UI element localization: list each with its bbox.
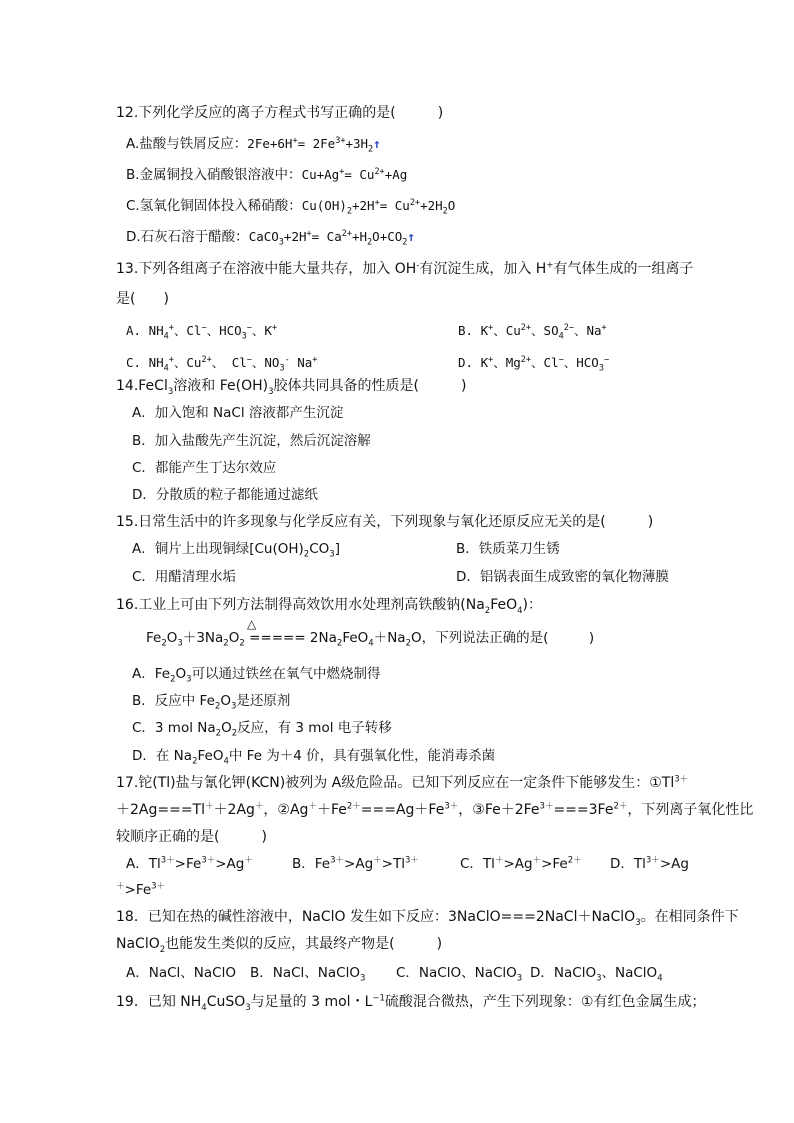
q17-option-b: B．$Fe^{3+}>Ag^+>Tl^{3+}$ bbox=[292, 855, 419, 872]
q15-option-c: C．用醋清理水垢 bbox=[132, 569, 236, 585]
q18-option-c: C．NaClO、NaClO$_3$ bbox=[396, 965, 523, 984]
q13-option-d: D. K+、$Mg^{2+}$、Cl−、$HCO_3^-$ bbox=[458, 354, 610, 374]
q17-stem-line1: 17.铊(Tl)盐与氰化钾(KCN)被列为 A级危险品。已知下列反应在一定条件下能够发生：$①Tl^{3+}$ bbox=[116, 774, 689, 791]
q18-stem-line2: NaClO$_2$也能发生类似的反应，其最终产物是( ) bbox=[116, 936, 443, 955]
q14-option-d: D．分散质的粒子都能通过滤纸 bbox=[132, 487, 318, 503]
q13-stem: 13.下列各组离子在溶液中能大量共存，加入 OH-有沉淀生成，加入 H+有气体生成的一组离子 bbox=[116, 260, 694, 277]
q15-stem: 15.日常生活中的许多现象与化学反应有关，下列现象与氧化还原反应无关的是( ) bbox=[116, 514, 654, 530]
gas-arrow-icon: ↑ bbox=[407, 229, 415, 244]
q15-option-b: B．铁质菜刀生锈 bbox=[456, 541, 560, 557]
q14-option-b: B．加入盐酸先产生沉淀，然后沉淀溶解 bbox=[132, 433, 371, 449]
q12-stem: 12.下列化学反应的离子方程式书写正确的是( ) bbox=[116, 105, 444, 121]
q12-option-d: D.石灰石溶于醋酸：CaCO$_3$+2H+= $Ca^{2+}+H_2O+CO_2↑$ bbox=[126, 228, 415, 248]
q17-option-d-continued: $^+>Fe^{3+}$ bbox=[116, 881, 166, 898]
q17-option-d: D．$Tl^{3+}>Ag$ bbox=[610, 855, 689, 872]
q13-option-c: C. $NH_4^+$、$Cu^{2+}$、 Cl−、$NO_3^-$ Na+ bbox=[126, 354, 318, 374]
q18-option-a: A．NaCl、NaClO bbox=[126, 965, 236, 981]
q17-stem-line3: 较顺序正确的是( ) bbox=[116, 829, 267, 845]
q19-stem-line1: 19．已知 $NH_4CuSO_3$与足量的 3 mol・$L^{-1}$硫酸混合微热，产生下列现象：①有红色金属生成； bbox=[116, 993, 706, 1013]
q13-option-b: B. K+、$Cu^{2+}$、$SO_4^{2-}$、Na+ bbox=[458, 322, 607, 342]
q16-equation: $Fe_2O_3+3Na_2O_2$ ===== $2Na_2FeO_4+Na_2O$，下列说法正确的是( ) bbox=[146, 630, 595, 649]
q14-option-a: A．加入饱和 NaCl 溶液都产生沉淀 bbox=[132, 405, 344, 421]
q16-option-c: C．3 mol $Na_2O_2$反应，有 3 mol 电子转移 bbox=[132, 720, 392, 739]
gas-arrow-icon: ↑ bbox=[373, 136, 381, 151]
q14-option-c: C．都能产生丁达尔效应 bbox=[132, 460, 277, 476]
q17-stem-line2: ＋2Ag===Tl＋＋2Ag＋，$②Ag^++Fe^{2+}===Ag+Fe^{3+}$，$③Fe+2Fe^{3+}===3Fe^{2+}$，下列离子氧化性比 bbox=[116, 801, 754, 818]
q13-stem-line2: 是( ) bbox=[116, 291, 169, 307]
q17-option-a: A．$Tl^{3+}>Fe^{3+}>Ag^+$ bbox=[126, 855, 253, 872]
q18-option-b: B．NaCl、NaClO$_3$ bbox=[250, 965, 366, 984]
q12-option-a: A.盐酸与铁屑反应：$2Fe+6H^+= 2Fe^{3+}+3H_2↑$ bbox=[126, 135, 381, 155]
q16-option-a: A．$Fe_2O_3$可以通过铁丝在氧气中燃烧制得 bbox=[132, 666, 381, 685]
q12-option-b: B.金属铜投入硝酸银溶液中：$Cu+Ag^+= Cu^{2+}+Ag$ bbox=[126, 166, 408, 183]
q17-option-c: C．$Tl^+>Ag^+>Fe^{2+}$ bbox=[460, 855, 582, 872]
q12-option-c: C.氢氧化铜固体投入稀硝酸：$Cu(OH)_2+2H^+= Cu^{2+}+2H_2O$ bbox=[126, 197, 456, 217]
q15-option-a: A．铜片上出现铜绿$[Cu(OH)_2CO_3]$ bbox=[132, 541, 340, 560]
q15-option-d: D．铝锅表面生成致密的氧化物薄膜 bbox=[456, 569, 669, 585]
q18-option-d: D．NaClO$_3$、NaClO$_4$ bbox=[530, 965, 663, 984]
heating-triangle-icon: △ bbox=[247, 617, 257, 631]
q16-option-d: D．在 $Na_2FeO_4$中 Fe 为＋4 价，具有强氧化性，能消毒杀菌 bbox=[132, 748, 496, 767]
q14-stem: 14.FeCl$_3$溶液和 $Fe(OH)_3$胶体共同具备的性质是( ) bbox=[116, 378, 467, 397]
q16-option-b: B．反应中 $Fe_2O_3$是还原剂 bbox=[132, 693, 291, 712]
q16-stem: 16.工业上可由下列方法制得高效饮用水处理剂高铁酸钠$(Na_2FeO_4)$： bbox=[116, 597, 543, 616]
q13-option-a: A. $NH_4^+$、Cl−、$HCO_3^-$、K+ bbox=[126, 322, 278, 342]
q18-stem-line1: 18．已知在热的碱性溶液中，NaClO 发生如下反应：3NaClO===2NaCl＋NaClO$_3$。在相同条件下 bbox=[116, 909, 739, 928]
